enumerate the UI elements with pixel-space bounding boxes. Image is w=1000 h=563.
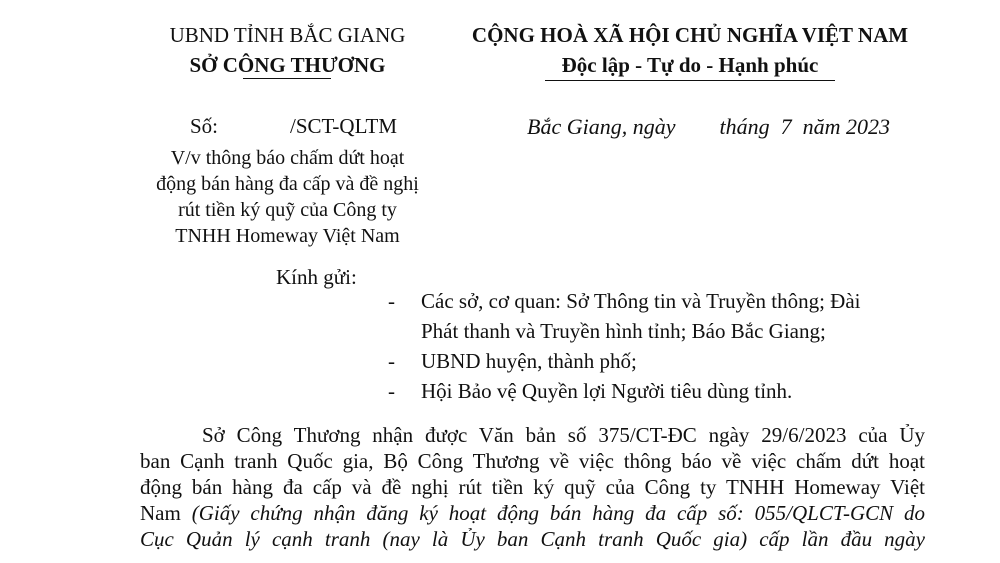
department-underline — [243, 78, 331, 79]
date-month: 7 — [780, 114, 792, 139]
recipient-item — [388, 376, 861, 406]
department-name: SỞ CÔNG THƯƠNG — [189, 53, 386, 77]
number-code: /SCT-QLTM — [290, 114, 397, 138]
subject-line: TNHH Homeway Việt Nam — [175, 225, 400, 247]
list-dash: - — [388, 379, 395, 403]
national-motto: Độc lập - Tự do - Hạnh phúc — [561, 53, 819, 77]
country-name: CỘNG HOÀ XÃ HỘI CHỦ NGHĨA VIỆT NAM — [471, 23, 909, 47]
recipient-item — [388, 346, 861, 376]
subject-line: V/v thông báo chấm dứt hoạt — [170, 147, 405, 169]
list-dash: - — [388, 289, 395, 313]
body-line: động bán hàng đa cấp và đề nghị rút tiền ký quỹ của Công ty TNHH Homeway Việt — [140, 475, 925, 499]
subject-line: động bán hàng đa cấp và đề nghị — [156, 173, 419, 195]
national-motto-header — [445, 20, 935, 80]
recipient-line: UBND huyện, thành phố; — [421, 349, 637, 373]
recipients-list — [388, 286, 861, 406]
body-text-italic: (Giấy chứng nhận đăng ký hoạt động bán hàng đa cấp số: 055/QLCT-GCN do — [191, 501, 926, 525]
document-number — [190, 114, 397, 139]
recipients-label: Kính gửi: — [276, 265, 357, 289]
issuing-authority-header — [140, 20, 435, 80]
body-line: Sở Công Thương nhận được Văn bản số 375/CT-ĐC ngày 29/6/2023 của Ủy — [202, 423, 925, 447]
subject-line: rút tiền ký quỹ của Công ty — [178, 199, 397, 221]
recipient-line: Phát thanh và Truyền hình tỉnh; Báo Bắc Giang; — [421, 319, 826, 343]
list-dash: - — [388, 349, 395, 373]
recipient-line: Các sở, cơ quan: Sở Thông tin và Truyền thông; Đài — [421, 289, 861, 313]
body-text: Nam — [140, 501, 192, 525]
recipient-item — [388, 286, 861, 346]
document-subject — [140, 145, 435, 249]
body-line: ban Cạnh tranh Quốc gia, Bộ Công Thương về việc thông báo về việc chấm dứt hoạt — [140, 449, 925, 473]
number-label: Số: — [190, 114, 219, 138]
date-month-label: tháng — [719, 114, 770, 139]
body-paragraph — [140, 422, 925, 552]
provincial-committee-name: UBND TỈNH BẮC GIANG — [169, 23, 406, 47]
body-line — [140, 500, 925, 526]
motto-underline — [545, 80, 835, 81]
date-place-day: Bắc Giang, ngày — [527, 114, 676, 139]
recipient-line: Hội Bảo vệ Quyền lợi Người tiêu dùng tỉnh. — [421, 379, 793, 403]
document-date — [527, 114, 890, 140]
date-year: năm 2023 — [802, 114, 890, 139]
body-line: Cục Quản lý cạnh tranh (nay là Ủy ban Cạnh tranh Quốc gia) cấp lần đầu ngày — [140, 527, 925, 551]
